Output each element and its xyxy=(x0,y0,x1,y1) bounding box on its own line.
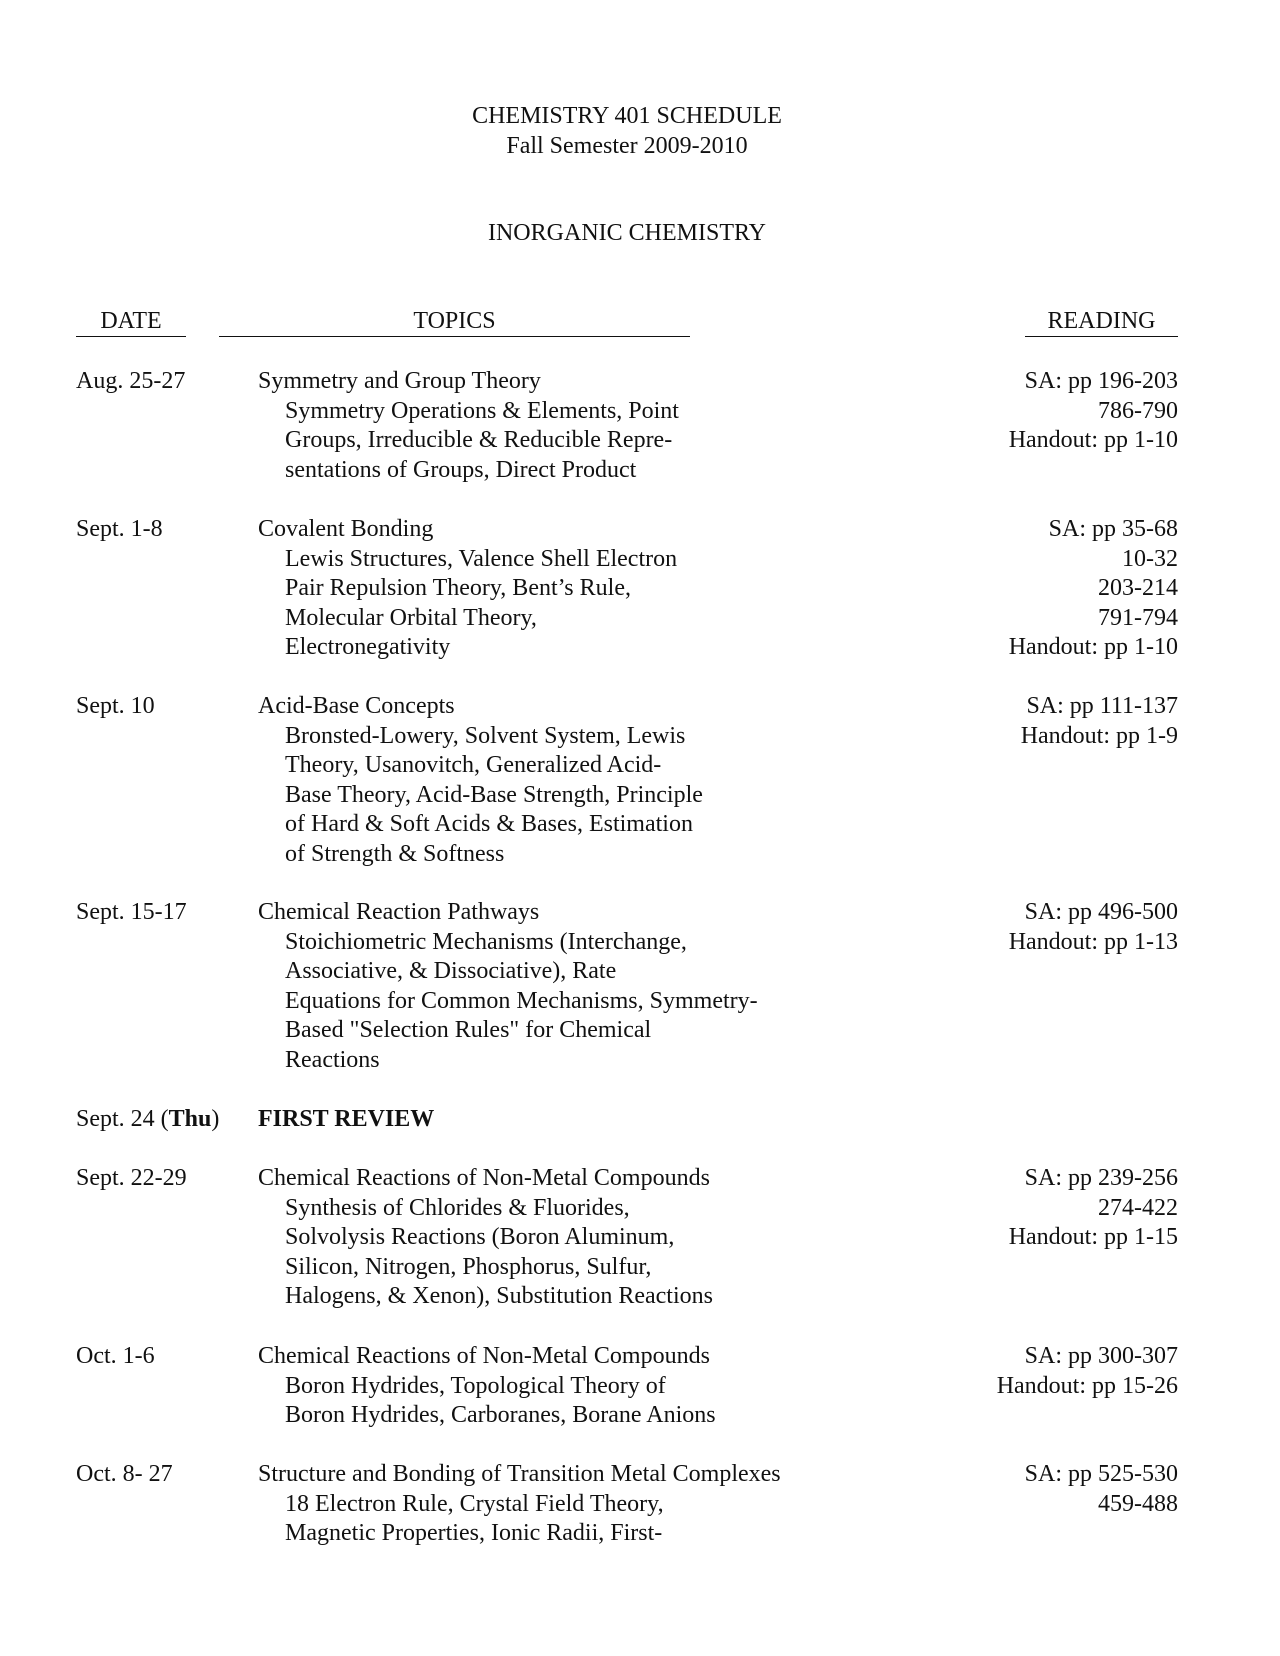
topic-subtopic-line: of Hard & Soft Acids & Bases, Estimation xyxy=(285,811,693,837)
reading-line: Handout: pp 15-26 xyxy=(996,1372,1178,1399)
reading-line: Handout: pp 1-10 xyxy=(1008,427,1178,453)
topic-subtopic-line: Silicon, Nitrogen, Phosphorus, Sulfur, xyxy=(285,1253,652,1280)
topic-subtopic-line: Pair Repulsion Theory, Bent’s Rule, xyxy=(285,575,631,601)
row-date: Sept. 1-8 xyxy=(76,516,163,542)
reading-line: SA: pp 525-530 xyxy=(1024,1461,1178,1487)
topic-subtopic-line: Based "Selection Rules" for Chemical xyxy=(285,1017,652,1043)
row-reading xyxy=(1021,692,1178,751)
topic-title: Symmetry and Group Theory xyxy=(258,368,541,394)
row-topics xyxy=(258,1164,713,1312)
row-reading xyxy=(1009,515,1178,663)
reading-line: 203-214 xyxy=(1098,575,1178,601)
topic-subtopic-line: Reactions xyxy=(285,1046,380,1073)
review-label: FIRST REVIEW xyxy=(258,1106,435,1132)
topic-title: Structure and Bonding of Transition Metal Complexes xyxy=(258,1461,781,1487)
row-reading xyxy=(1009,367,1178,456)
row-reading xyxy=(1025,1460,1178,1519)
topic-subtopic-line: Boron Hydrides, Topological Theory of xyxy=(285,1372,666,1399)
reading-line: SA: pp 111-137 xyxy=(1026,693,1178,719)
topic-title: Acid-Base Concepts xyxy=(258,693,455,719)
reading-line: SA: pp 35-68 xyxy=(1048,516,1178,542)
topic-subtopic-line: sentations of Groups, Direct Product xyxy=(285,456,637,483)
topic-title: Chemical Reactions of Non-Metal Compounds xyxy=(258,1165,710,1191)
course-title: INORGANIC CHEMISTRY xyxy=(487,220,766,246)
reading-line: 791-794 xyxy=(1098,604,1178,631)
row-reading xyxy=(1009,1164,1178,1253)
reading-line: Handout: pp 1-13 xyxy=(1008,928,1178,955)
row-topics xyxy=(258,1460,781,1549)
topic-subtopic-line: Equations for Common Mechanisms, Symmetry- xyxy=(285,987,758,1014)
topic-subtopic-line: Associative, & Dissociative), Rate xyxy=(285,958,617,984)
reading-line: Handout: pp 1-15 xyxy=(1008,1224,1178,1250)
column-header-reading: READING xyxy=(1025,306,1178,337)
topic-subtopic-line: 18 Electron Rule, Crystal Field Theory, xyxy=(285,1490,664,1517)
reading-line: SA: pp 300-307 xyxy=(1024,1343,1178,1369)
reading-line: SA: pp 496-500 xyxy=(1024,899,1178,925)
row-date-part: Sept. 24 ( xyxy=(76,1106,169,1132)
topic-subtopic-line: Base Theory, Acid-Base Strength, Principle xyxy=(285,781,703,808)
topic-subtopic-line: Halogens, & Xenon), Substitution Reactions xyxy=(285,1283,713,1309)
row-date: Oct. 8- 27 xyxy=(76,1461,173,1487)
semester-subtitle: Fall Semester 2009-2010 xyxy=(506,133,748,159)
document-title: CHEMISTRY 401 SCHEDULE xyxy=(472,103,782,129)
topic-subtopic-line: Magnetic Properties, Ionic Radii, First- xyxy=(285,1520,663,1546)
reading-line: SA: pp 196-203 xyxy=(1024,368,1178,394)
reading-line: 10-32 xyxy=(1122,545,1178,572)
reading-line: 786-790 xyxy=(1098,397,1178,424)
row-topics xyxy=(258,898,758,1075)
topic-subtopic-line: Molecular Orbital Theory, xyxy=(285,604,537,631)
column-header-topics: TOPICS xyxy=(219,306,690,337)
row-date: Aug. 25-27 xyxy=(76,368,186,394)
row-date: Sept. 10 xyxy=(76,693,155,719)
row-reading xyxy=(997,1342,1178,1401)
row-date: Oct. 1-6 xyxy=(76,1343,155,1369)
row-date: Sept. 22-29 xyxy=(76,1165,187,1191)
row-topics xyxy=(258,1105,434,1135)
reading-line: 274-422 xyxy=(1098,1194,1178,1221)
row-date-part: ) xyxy=(211,1106,220,1132)
topic-subtopic-line: Solvolysis Reactions (Boron Aluminum, xyxy=(285,1224,675,1250)
reading-line: Handout: pp 1-9 xyxy=(1020,722,1178,749)
topic-subtopic-line: of Strength & Softness xyxy=(285,840,505,867)
topic-title: Chemical Reaction Pathways xyxy=(258,899,540,925)
row-topics xyxy=(258,515,677,663)
topic-subtopic-line: Stoichiometric Mechanisms (Interchange, xyxy=(285,928,687,955)
row-reading xyxy=(1009,898,1178,957)
topic-subtopic-line: Bronsted-Lowery, Solvent System, Lewis xyxy=(285,722,686,749)
topic-title: Covalent Bonding xyxy=(258,516,434,542)
topic-subtopic-line: Synthesis of Chlorides & Fluorides, xyxy=(285,1194,630,1221)
column-header-date: DATE xyxy=(76,306,186,337)
row-topics xyxy=(258,1342,716,1431)
row-date: Sept. 15-17 xyxy=(76,899,187,925)
topic-subtopic-line: Groups, Irreducible & Reducible Repre- xyxy=(285,427,673,453)
row-topics xyxy=(258,367,679,485)
row-date xyxy=(76,1105,219,1135)
row-date-day: Thu xyxy=(168,1106,212,1132)
topic-subtopic-line: Theory, Usanovitch, Generalized Acid- xyxy=(285,752,662,778)
row-topics xyxy=(258,692,703,869)
topic-subtopic-line: Symmetry Operations & Elements, Point xyxy=(285,397,679,424)
reading-line: Handout: pp 1-10 xyxy=(1008,634,1178,660)
reading-line: SA: pp 239-256 xyxy=(1024,1165,1178,1191)
topic-subtopic-line: Boron Hydrides, Carboranes, Borane Anions xyxy=(285,1402,716,1428)
topic-title: Chemical Reactions of Non-Metal Compounds xyxy=(258,1343,710,1369)
topic-subtopic-line: Lewis Structures, Valence Shell Electron xyxy=(285,545,678,572)
reading-line: 459-488 xyxy=(1098,1490,1178,1517)
topic-subtopic-line: Electronegativity xyxy=(285,634,451,660)
